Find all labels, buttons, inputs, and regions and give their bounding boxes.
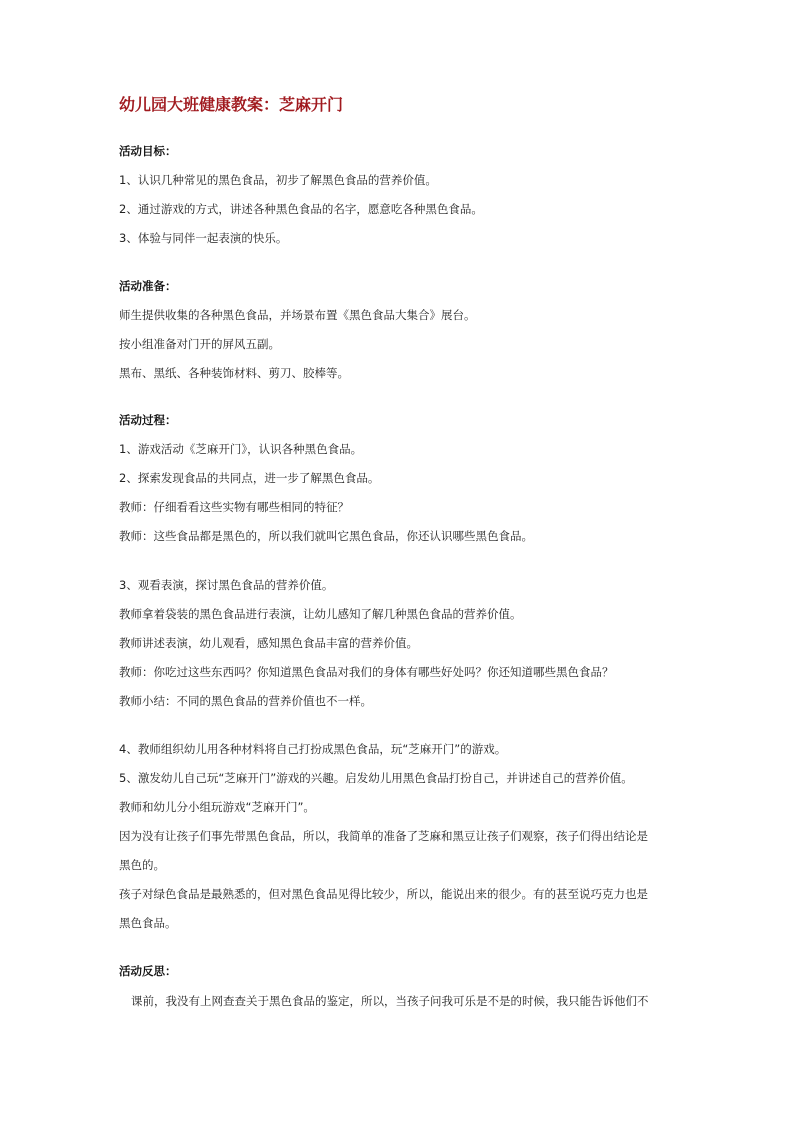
process-line-12: 教师和幼儿分小组玩游戏“芝麻开门”。 xyxy=(119,800,315,814)
process-line-1: 1、游戏活动《芝麻开门》，认识各种黑色食品。 xyxy=(119,442,363,456)
process-line-8: 教师：你吃过这些东西吗？你知道黑色食品对我们的身体有哪些好处吗？你还知道哪些黑色食品？ xyxy=(119,665,614,679)
preparation-line-3: 黑布、黑纸、各种装饰材料、剪刀、胶棒等。 xyxy=(119,366,349,380)
section-heading-goals: 活动目标： xyxy=(119,144,177,158)
process-line-3: 教师：仔细看看这些实物有哪些相同的特征？ xyxy=(119,500,349,514)
process-line-6: 教师拿着袋装的黑色食品进行表演，让幼儿感知了解几种黑色食品的营养价值。 xyxy=(119,607,522,621)
process-line-4: 教师：这些食品都是黑色的，所以我们就叫它黑色食品，你还认识哪些黑色食品。 xyxy=(119,529,533,543)
section-heading-reflection: 活动反思： xyxy=(119,964,177,978)
document-title: 幼儿园大班健康教案：芝麻开门 xyxy=(119,95,344,114)
section-heading-process: 活动过程： xyxy=(119,413,177,427)
process-line-11: 5、激发幼儿自己玩“芝麻开门”游戏的兴趣。启发幼儿用黑色食品打扮自己，并讲述自己的营养价值。 xyxy=(119,771,633,785)
process-line-10: 4、教师组织幼儿用各种材料将自己打扮成黑色食品，玩“芝麻开门”的游戏。 xyxy=(119,742,507,756)
process-line-7: 教师讲述表演，幼儿观看，感知黑色食品丰富的营养价值。 xyxy=(119,636,418,650)
preparation-line-1: 师生提供收集的各种黑色食品，并场景布置《黑色食品大集合》展台。 xyxy=(119,308,476,322)
reflection-line-1: 课前，我没有上网查查关于黑色食品的鉴定，所以，当孩子问我可乐是不是的时候，我只能告诉他们不 xyxy=(131,994,649,1008)
process-line-5: 3、观看表演，探讨黑色食品的营养价值。 xyxy=(119,578,334,592)
process-line-13: 因为没有让孩子们事先带黑色食品，所以，我简单的准备了芝麻和黑豆让孩子们观察，孩子们得出结论是 xyxy=(119,829,648,843)
section-heading-preparation: 活动准备： xyxy=(119,279,177,293)
process-line-14: 黑色的。 xyxy=(119,858,165,872)
process-line-16: 黑色食品。 xyxy=(119,916,177,930)
process-line-9: 教师小结：不同的黑色食品的营养价值也不一样。 xyxy=(119,694,372,708)
preparation-line-2: 按小组准备对门开的屏风五副。 xyxy=(119,337,280,351)
goals-line-3: 3、体验与同伴一起表演的快乐。 xyxy=(119,231,288,245)
goals-line-1: 1、认识几种常见的黑色食品，初步了解黑色食品的营养价值。 xyxy=(119,173,437,187)
process-line-15: 孩子对绿色食品是最熟悉的，但对黑色食品见得比较少，所以，能说出来的很少。有的甚至说巧克力也是 xyxy=(119,887,648,901)
goals-line-2: 2、通过游戏的方式，讲述各种黑色食品的名字，愿意吃各种黑色食品。 xyxy=(119,202,483,216)
process-line-2: 2、探索发现食品的共同点，进一步了解黑色食品。 xyxy=(119,471,380,485)
